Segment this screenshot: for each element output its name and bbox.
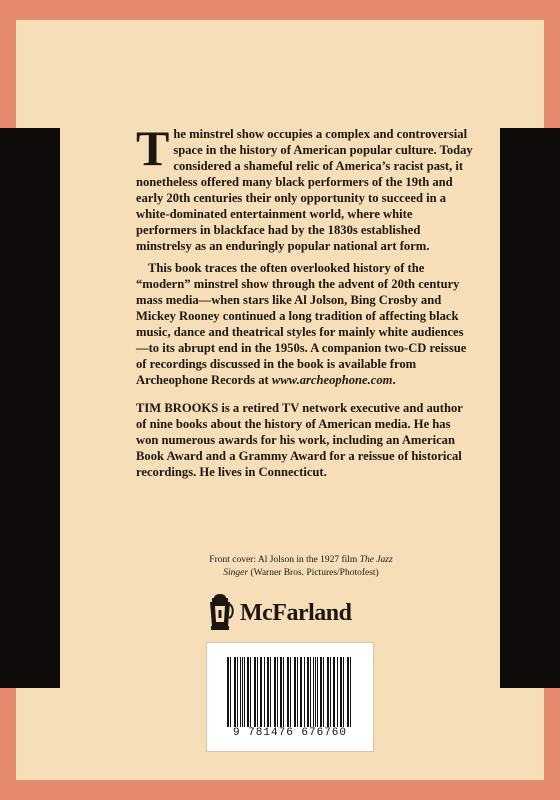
archeophone-url: www.archeophone.com — [271, 373, 393, 387]
right-black-bar — [500, 128, 560, 688]
publisher-name: McFarland — [240, 599, 352, 626]
author-bio — [136, 400, 476, 480]
credit-prefix: Front cover: Al Jolson in the 1927 film — [209, 555, 360, 565]
lantern-icon — [206, 592, 234, 634]
barcode-bars — [227, 657, 353, 731]
blurb-paragraph-1-text: he minstrel show occupies a complex and controversial space in the history of American popular culture. Today considered a shameful relic of America’s racist past, it nonetheless offered many black performers of the 19th and early 20th centuries their only opportunity to succeed in a white-dominated entertainment world, where white performers in blackface had by the 1830s established minstrelsy as an enduringly popular national art form. — [136, 127, 473, 253]
blurb-paragraph-2 — [136, 260, 476, 388]
blurb-paragraph-2-text: This book traces the often overlooked history of the “modern” minstrel show through the advent of 20th century mass media—when stars like Al Jolson, Bing Crosby and Mickey Rooney continued a long tradition of affecting black music, dance and theatrical styles for mainly white audiences—to its abrupt end in the 1950s. A companion two-CD reissue of recordings discussed in the book is available from Archeophone Records at — [136, 261, 467, 387]
credit-suffix: (Warner Bros. Pictures/Photofest) — [248, 568, 379, 578]
credit-film-title: The Jazz Singer — [223, 555, 393, 578]
author-bio-text: TIM BROOKS is a retired TV network executive and author of nine books about the history of American media. He has won numerous awards for his work, including an American Book Award and a Grammy Award for a reissue of historical recordings. He lives in Connecticut. — [136, 401, 463, 479]
publisher-logo — [206, 590, 366, 636]
left-black-bar — [0, 128, 60, 688]
blurb-paragraph-1 — [136, 120, 476, 254]
blurb-paragraph-2-end: . — [392, 373, 396, 387]
isbn-barcode-box — [206, 642, 374, 752]
cover-credit — [196, 554, 406, 580]
isbn-number: 9 781476 676760 — [217, 727, 363, 739]
blurb-text — [136, 120, 476, 486]
drop-cap: T — [136, 120, 170, 176]
